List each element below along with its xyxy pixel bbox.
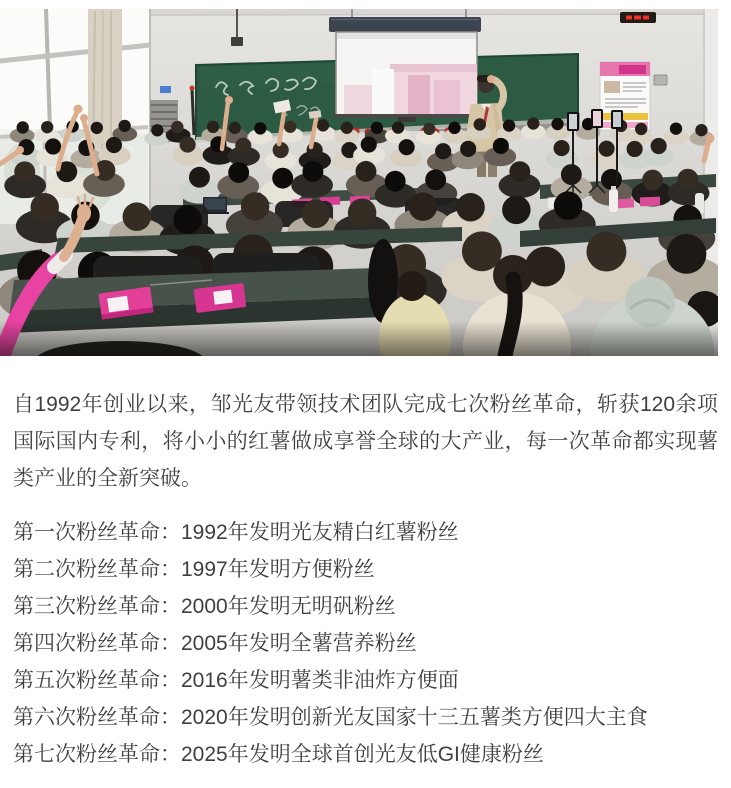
revolution-item: 第三次粉丝革命：2000年发明无明矾粉丝 (13, 595, 396, 618)
article-page (0, 9, 731, 788)
classroom-photo-illustration (0, 9, 718, 356)
wall-sign (160, 86, 171, 93)
article-body (0, 386, 731, 773)
revolution-item: 第五次粉丝革命：2016年发明薯类非油炸方便面 (13, 669, 459, 692)
classroom-photo (0, 9, 718, 356)
revolution-item: 第二次粉丝革命：1997年发明方便粉丝 (13, 558, 375, 581)
revolution-item: 第一次粉丝革命：1992年发明光友精白红薯粉丝 (13, 521, 459, 544)
led-display (620, 12, 656, 23)
rollup-banner (600, 62, 650, 130)
projection-screen (329, 9, 481, 122)
bottom-shadow (0, 321, 718, 356)
wall-outlet (654, 75, 667, 85)
revolution-item: 第七次粉丝革命：2025年发明全球首创光友低GI健康粉丝 (13, 743, 544, 766)
revolution-item: 第六次粉丝革命：2020年发明创新光友国家十三五薯类方便四大主食 (13, 706, 648, 729)
revolution-list (13, 514, 718, 773)
revolution-item: 第四次粉丝革命：2005年发明全薯营养粉丝 (13, 632, 417, 655)
intro-paragraph: 自1992年创业以来，邹光友带领技术团队完成七次粉丝革命，斩获120余项国际国内专利，将小小的红薯做成享誉全球的大产业，每一次革命都实现薯类产业的全新突破。 (13, 393, 718, 490)
